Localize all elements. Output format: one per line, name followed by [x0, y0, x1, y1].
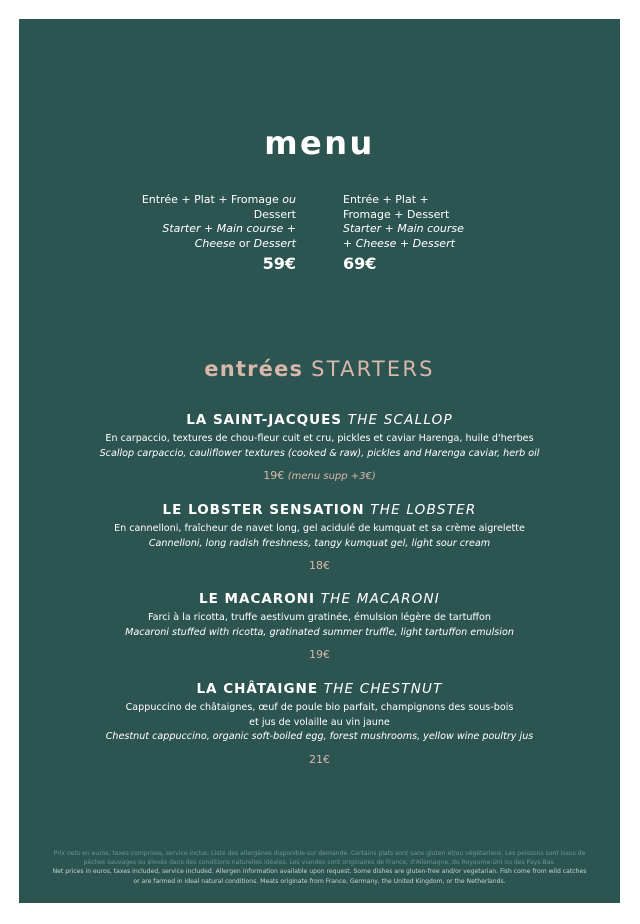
dish-name-fr: LE MACARONI [199, 591, 315, 607]
menu-page [19, 19, 620, 903]
dish-name-en: THE CHESTNUT [323, 681, 443, 697]
dish-desc-fr: Farci à la ricotta, truffe aestivum gratinée, émulsion légère de tartuffon [148, 612, 491, 623]
dish-price: 21€ [309, 752, 330, 766]
formula-59-en-part2: Cheese [194, 236, 239, 250]
dish-name [19, 681, 620, 697]
legal-footer-en: Net prices in euros, taxes included, service included. Allergen information available upon request. Some dishes are gluten-free and/or vegetarian. Fish come from wild catches or are farmed in ideal natural conditions. Meats originate from France, Germany, the United Kingdom, or the Netherlands. [52, 868, 587, 885]
formula-59-en-part3: Dessert [250, 236, 296, 250]
starters-section-title [19, 357, 620, 381]
dish-description [19, 432, 620, 461]
dish-desc-en: Scallop carpaccio, cauliflower textures (cooked & raw), pickles and Harenga caviar, herb oil [99, 447, 540, 459]
dish-price: 18€ [309, 559, 330, 572]
formula-59-en [139, 222, 296, 251]
formula-59-en-or: or [238, 236, 251, 250]
dish-lobster [19, 502, 620, 573]
dish-desc-fr: En carpaccio, textures de chou-fleur cuit et cru, pickles et caviar Harenga, huile d'herbes [105, 433, 534, 444]
dish-name-fr: LE LOBSTER SENSATION [162, 502, 365, 518]
formula-59 [139, 193, 296, 273]
formula-59-fr-part2: Dessert [253, 207, 296, 221]
dish-name-fr: LA CHÂTAIGNE [196, 681, 319, 697]
dish-desc-fr-line1: Cappuccino de châtaignes, œuf de poule bio parfait, champignons des sous-bois [125, 702, 514, 713]
formula-69-en: Starter + Main course + Cheese + Dessert [343, 222, 464, 250]
section-title-fr: entrées [204, 357, 304, 381]
dish-desc-en: Cannelloni, long radish freshness, tangy kumquat gel, light sour cream [148, 537, 491, 549]
menu-title: menu [264, 124, 375, 162]
formula-59-fr [139, 193, 296, 222]
formula-69-price: 69€ [343, 254, 377, 273]
dish-name [19, 591, 620, 607]
dish-name-fr: LA SAINT-JACQUES [186, 412, 343, 428]
dish-desc-en: Chestnut cappuccino, organic soft-boiled egg, forest mushrooms, yellow wine poultry jus [105, 731, 534, 742]
dish-price [19, 469, 620, 484]
dish-desc-fr: En cannelloni, fraîcheur de navet long, gel acidulé de kumquat et sa crème aigrelette [114, 523, 525, 534]
dish-price-supplement: (menu supp +3€) [287, 471, 376, 482]
formula-59-fr-part1: Entrée + Plat + Fromage [141, 193, 283, 206]
dish-desc-fr-line2: et jus de volaille au vin jaune [249, 716, 390, 728]
formula-59-en-part1: Starter + Main course + [162, 222, 296, 235]
dish-description [19, 701, 620, 745]
formula-59-fr-or: ou [282, 193, 296, 206]
section-title-en: STARTERS [311, 357, 435, 381]
formula-69 [343, 193, 473, 273]
dish-description [19, 611, 620, 640]
dish-scallop [19, 412, 620, 484]
dish-macaroni [19, 591, 620, 662]
formula-59-price: 59€ [262, 254, 296, 273]
dish-name-en: THE LOBSTER [370, 502, 477, 518]
formula-69-fr: Entrée + Plat + Fromage + Dessert [343, 193, 450, 221]
dish-chestnut [19, 681, 620, 767]
dish-description [19, 522, 620, 551]
dish-name-en: THE MACARONI [320, 591, 440, 607]
legal-footer-fr: Prix nets en euros, taxes comprises, service inclus. Liste des allergènes disponible sur demande. Certains plats sont sans gluten et/ou végétariens. Les poissons sont issus de pêches sauvages ou élevés dans des conditions naturelles idéales. Les viandes sont originaires de France, d'Allemagne, du Royaume-Uni ou des Pays-Bas. [53, 850, 586, 867]
legal-footer [49, 849, 590, 886]
dish-name [19, 412, 620, 428]
dish-price: 19€ [309, 648, 330, 661]
dish-name [19, 502, 620, 518]
dish-name-en: THE SCALLOP [347, 412, 453, 428]
dish-desc-en: Macaroni stuffed with ricotta, gratinated summer truffle, light tartuffon emulsion [125, 626, 514, 638]
dish-price-value: 19€ [263, 469, 285, 482]
